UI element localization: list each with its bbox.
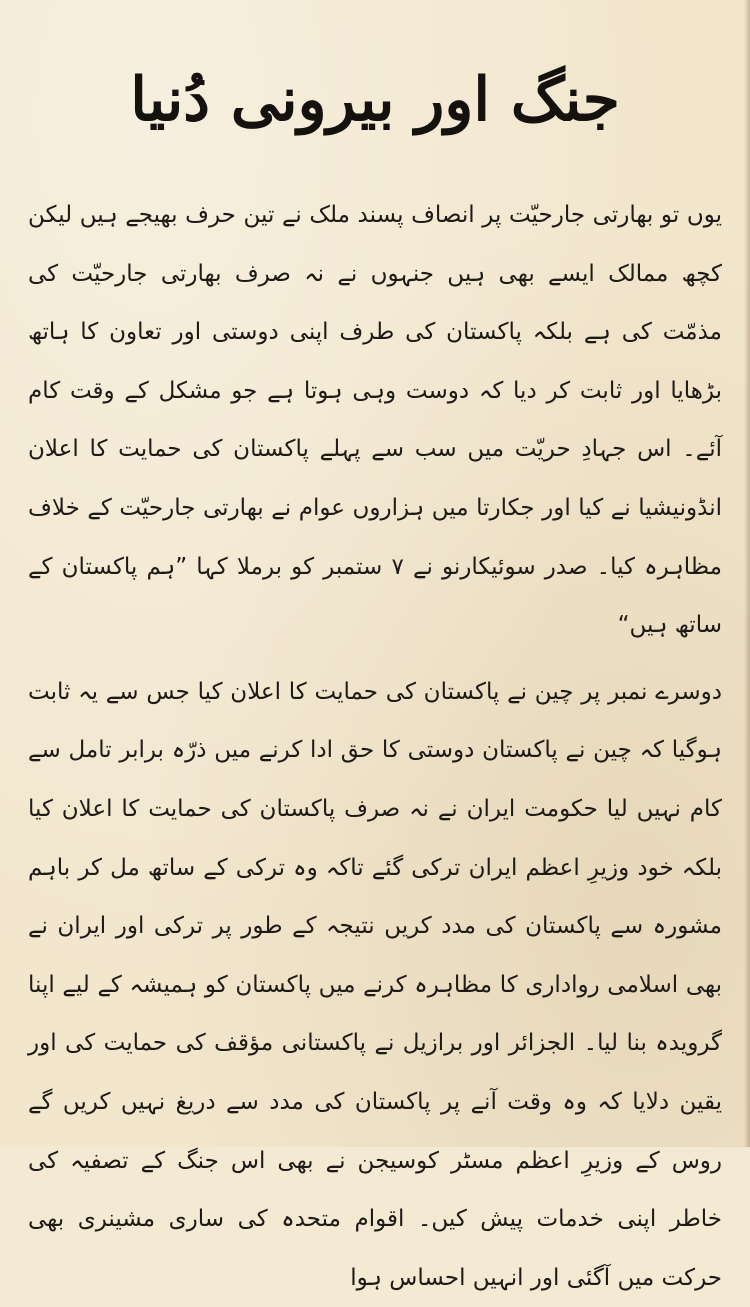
page-edge-shadow bbox=[744, 0, 750, 1147]
paragraph-2: دوسرے نمبر پر چین نے پاکستان کی حمایت کا اعلان کیا جس سے یہ ثابت ہوگیا کہ چین نے پاکستان دوستی کا حق ادا کرنے میں ذرّہ برابر تامل سے کام نہیں لیا حکومت ایران نے نہ صرف پاکستان کی حمایت کا اعلان کیا بلکہ خود وزیرِ اعظم ایران ترکی گئے تاکہ وہ ترکی کے ساتھ مل کر باہم مشورہ سے پاکستان کی مدد کریں نتیجہ کے طور پر ترکی اور ایران نے بھی اسلامی رواداری کا مظاہرہ کرنے میں پاکستان کو ہمیشہ کے لیے اپنا گرویدہ بنا لیا۔ الجزائر اور برازیل نے پاکستانی مؤقف کی حمایت کی اور یقین دلایا کہ وہ وقت آنے پر پاکستان کی مدد سے دریغ نہیں کریں گے روس کے وزیرِ اعظم مسٹر کوسیجن نے بھی اس جنگ کے تصفیہ کی خاطر اپنی خدمات پیش کیں۔ اقوام متحدہ کی ساری مشینری بھی حرکت میں آگئی اور انہیں احساس ہوا bbox=[28, 678, 722, 1291]
paragraph-1: یوں تو بھارتی جارحیّت پر انصاف پسند ملک نے تین حرف بھیجے ہیں لیکن کچھ ممالک ایسے بھی ہیں جنہوں نے نہ صرف بھارتی جارحیّت کی مذمّت کی ہے بلکہ پاکستان کی طرف اپنی دوستی اور تعاون کا ہاتھ بڑھایا اور ثابت کر دیا کہ دوست وہی ہوتا ہے جو مشکل کے وقت کام آئے۔ اس جہادِ حریّت میں سب سے پہلے پاکستان کی حمایت کا اعلان انڈونیشیا نے کیا اور جکارتا میں ہزاروں عوام نے بھارتی جارحیّت کے خلاف مظاہرہ کیا۔ صدر سوئیکارنو نے ۷ ستمبر کو برملا کہا ”ہم پاکستان کے ساتھ ہیں“ bbox=[28, 202, 722, 639]
article-title: جنگ اور بیرونی دُنیا bbox=[130, 65, 620, 135]
